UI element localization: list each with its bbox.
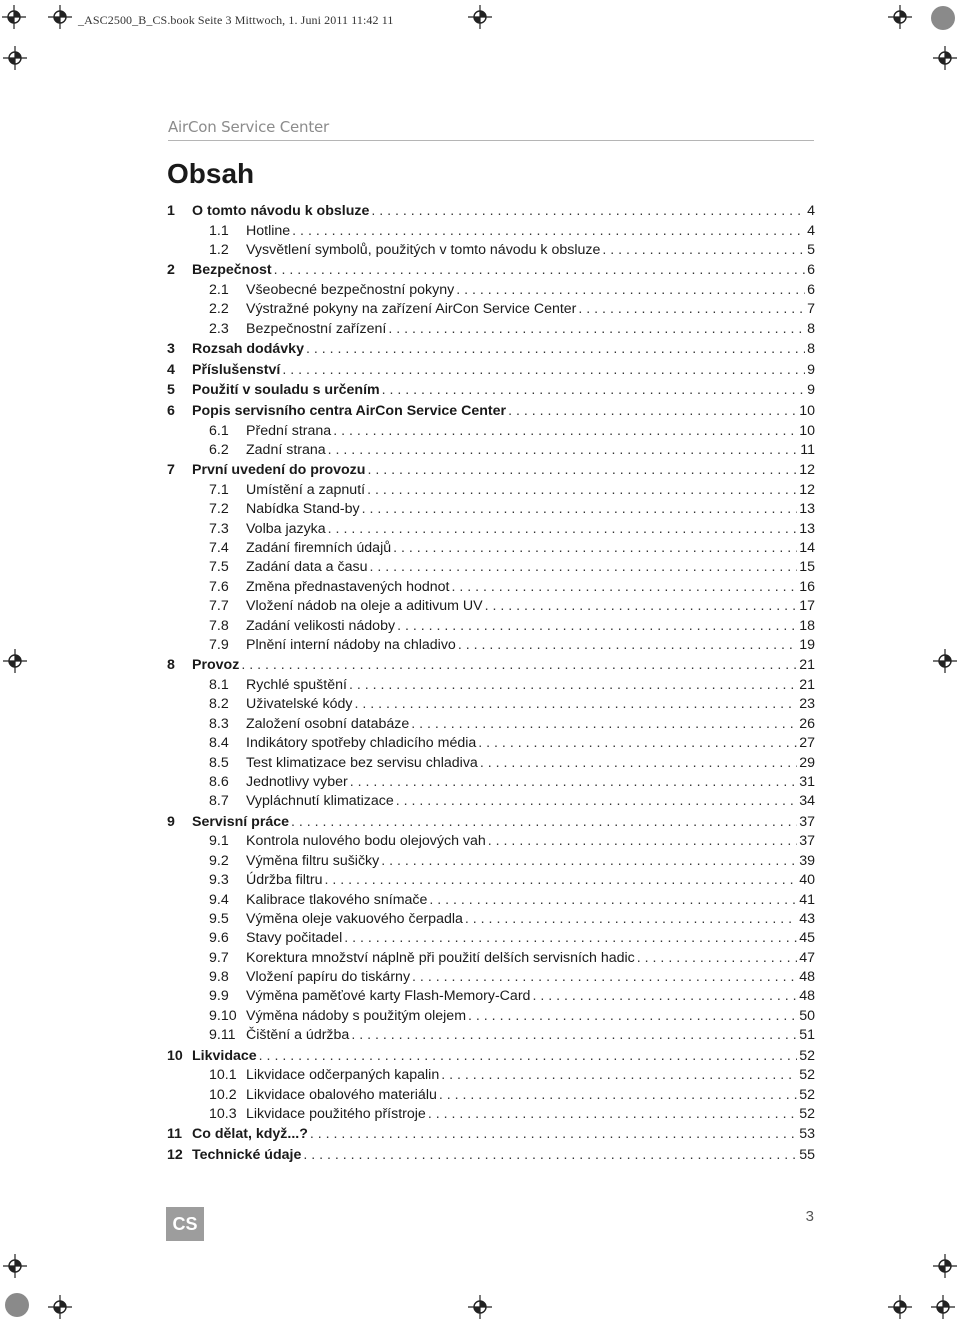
crop-mark-icon bbox=[468, 5, 492, 29]
dot-leader bbox=[306, 339, 805, 360]
toc-entry-number: 9.8 bbox=[209, 969, 229, 986]
toc-entry-number: 8.7 bbox=[209, 793, 229, 810]
crop-mark-icon bbox=[2, 5, 26, 29]
dot-leader bbox=[439, 1086, 797, 1105]
toc-entry-number: 7.1 bbox=[209, 481, 229, 498]
toc-entry-page: 55 bbox=[799, 1146, 815, 1163]
toc-entry-page: 4 bbox=[807, 203, 815, 219]
toc-section-entry[interactable] bbox=[167, 300, 815, 319]
dot-leader bbox=[292, 222, 805, 241]
toc-entry-label: Výměna oleje vakuového čerpadla bbox=[246, 910, 463, 927]
toc-entry-page: 13 bbox=[799, 501, 815, 518]
toc-section-entry[interactable] bbox=[167, 1086, 815, 1105]
toc-entry-number: 2.3 bbox=[209, 320, 229, 337]
toc-entry-number: 7 bbox=[167, 462, 175, 479]
toc-entry-page: 29 bbox=[799, 754, 815, 771]
toc-entry-page: 12 bbox=[799, 481, 815, 498]
toc-entry-label: Zadání firemních údajů bbox=[246, 540, 392, 557]
dot-leader bbox=[282, 360, 805, 381]
toc-entry-label: Likvidace obalového materiálu bbox=[246, 1086, 437, 1103]
toc-entry-page: 10 bbox=[799, 402, 815, 419]
toc-entry-label: Vložení nádob na oleje a aditivum UV bbox=[246, 598, 483, 615]
toc-entry-page: 8 bbox=[807, 320, 815, 337]
brand-header: AirCon Service Center bbox=[168, 118, 330, 136]
toc-section-entry[interactable] bbox=[167, 1007, 815, 1026]
dot-leader bbox=[480, 754, 797, 773]
toc-entry-label: Technické údaje bbox=[192, 1146, 302, 1163]
toc-entry-label: Uživatelské kódy bbox=[246, 696, 353, 713]
toc-section-entry[interactable] bbox=[167, 320, 815, 339]
header-rule bbox=[168, 140, 814, 141]
dot-leader bbox=[508, 401, 797, 422]
toc-chapter-entry[interactable] bbox=[167, 201, 815, 222]
toc-entry-label: Vysvětlení symbolů, použitých v tomto návodu k obsluze bbox=[246, 241, 601, 258]
toc-entry-page: 50 bbox=[799, 1007, 815, 1024]
toc-entry-number: 6.2 bbox=[209, 441, 229, 458]
dot-leader bbox=[367, 460, 797, 481]
dot-leader bbox=[381, 852, 797, 871]
dot-leader bbox=[411, 715, 797, 734]
toc-entry-number: 10.3 bbox=[209, 1106, 237, 1122]
toc-entry-label: Stavy počitadel bbox=[246, 930, 343, 947]
crop-mark-icon bbox=[48, 1295, 72, 1319]
table-of-contents bbox=[167, 201, 815, 1166]
toc-entry-number: 6 bbox=[167, 402, 175, 419]
toc-entry-number: 2.1 bbox=[209, 281, 229, 298]
toc-section-entry[interactable] bbox=[167, 481, 815, 500]
toc-entry-number: 9.5 bbox=[209, 910, 229, 927]
toc-section-entry[interactable] bbox=[167, 676, 815, 695]
toc-entry-label: Přední strana bbox=[246, 422, 332, 439]
dot-leader bbox=[485, 597, 798, 616]
dot-leader bbox=[303, 1145, 797, 1166]
toc-entry-page: 48 bbox=[799, 969, 815, 986]
toc-entry-label: Založení osobní databáze bbox=[246, 715, 410, 732]
toc-entry-label: Bezpečnostní zařízení bbox=[246, 320, 387, 337]
toc-entry-number: 10 bbox=[167, 1047, 183, 1064]
toc-entry-number: 4 bbox=[167, 361, 175, 378]
toc-entry-page: 14 bbox=[799, 540, 815, 557]
toc-entry-label: Výstražné pokyny na zařízení AirCon Service Center bbox=[246, 301, 577, 318]
registration-dot-icon bbox=[931, 6, 955, 30]
toc-entry-label: Rychlé spuštění bbox=[246, 677, 347, 693]
toc-entry-number: 6.1 bbox=[209, 422, 229, 439]
toc-entry-label: Výměna filtru sušičky bbox=[246, 852, 380, 869]
toc-entry-label: Údržba filtru bbox=[246, 872, 323, 889]
toc-entry-number: 1 bbox=[167, 203, 175, 219]
dot-leader bbox=[578, 300, 805, 319]
toc-entry-label: Zadní strana bbox=[246, 441, 326, 458]
toc-chapter-entry[interactable] bbox=[167, 812, 815, 833]
toc-entry-number: 9.11 bbox=[209, 1027, 236, 1044]
crop-mark-icon bbox=[3, 1254, 27, 1278]
toc-chapter-entry[interactable] bbox=[167, 339, 815, 360]
dot-leader bbox=[333, 422, 797, 441]
toc-entry-label: Výměna paměťové karty Flash-Memory-Card bbox=[246, 988, 531, 1005]
toc-entry-page: 16 bbox=[799, 578, 815, 595]
toc-entry-number: 10.2 bbox=[209, 1086, 237, 1103]
toc-entry-page: 15 bbox=[799, 559, 815, 576]
crop-mark-icon bbox=[3, 649, 27, 673]
toc-section-entry[interactable] bbox=[167, 1026, 815, 1045]
toc-entry-label: Likvidace odčerpaných kapalin bbox=[246, 1067, 440, 1084]
dot-leader bbox=[393, 539, 797, 558]
toc-entry-number: 9.9 bbox=[209, 988, 229, 1005]
toc-entry-page: 41 bbox=[799, 891, 815, 908]
page-number: 3 bbox=[805, 1208, 814, 1225]
crop-mark-icon bbox=[3, 46, 27, 70]
toc-chapter-entry[interactable] bbox=[167, 1046, 815, 1067]
toc-entry-page: 53 bbox=[799, 1126, 815, 1143]
toc-entry-label: Co dělat, když...? bbox=[192, 1126, 308, 1143]
crop-mark-icon bbox=[468, 1295, 492, 1319]
toc-entry-page: 17 bbox=[799, 598, 815, 615]
toc-entry-number: 2 bbox=[167, 262, 175, 279]
toc-section-entry[interactable] bbox=[167, 987, 815, 1006]
toc-chapter-entry[interactable] bbox=[167, 460, 815, 481]
toc-section-entry[interactable] bbox=[167, 520, 815, 539]
crop-mark-icon bbox=[48, 5, 72, 29]
print-file-header: _ASC2500_B_CS.book Seite 3 Mittwoch, 1. Juni 2011 11:42 11 bbox=[78, 13, 394, 27]
toc-entry-label: Jednotlivy vyber bbox=[246, 773, 348, 790]
toc-section-entry[interactable] bbox=[167, 1105, 815, 1124]
toc-entry-label: Vložení papíru do tiskárny bbox=[246, 969, 411, 986]
language-badge: CS bbox=[166, 1207, 204, 1241]
toc-entry-page: 10 bbox=[799, 422, 815, 439]
toc-entry-number: 7.7 bbox=[209, 598, 229, 615]
toc-entry-label: Test klimatizace bez servisu chladiva bbox=[246, 754, 478, 771]
dot-leader bbox=[349, 676, 797, 695]
dot-leader bbox=[488, 832, 797, 851]
toc-section-entry[interactable] bbox=[167, 871, 815, 890]
toc-chapter-entry[interactable] bbox=[167, 655, 815, 676]
toc-section-entry[interactable] bbox=[167, 891, 815, 910]
toc-entry-label: První uvedení do provozu bbox=[192, 462, 366, 479]
crop-mark-icon bbox=[931, 1295, 955, 1319]
toc-entry-page: 34 bbox=[799, 793, 815, 810]
dot-leader bbox=[274, 260, 805, 281]
toc-entry-page: 5 bbox=[807, 241, 815, 258]
toc-entry-number: 11 bbox=[167, 1126, 182, 1143]
toc-entry-page: 52 bbox=[799, 1047, 815, 1064]
toc-entry-label: Kalibrace tlakového snímače bbox=[246, 891, 428, 908]
toc-entry-label: Korektura množství náplně při použití delších servisních hadic bbox=[246, 949, 635, 966]
dot-leader bbox=[371, 201, 805, 222]
dot-leader bbox=[291, 812, 797, 833]
toc-chapter-entry[interactable] bbox=[167, 1124, 815, 1145]
toc-chapter-entry[interactable] bbox=[167, 360, 815, 381]
toc-entry-label: Zadání data a času bbox=[246, 559, 368, 576]
toc-entry-label: Příslušenství bbox=[192, 361, 281, 378]
toc-entry-page: 13 bbox=[799, 520, 815, 537]
dot-leader bbox=[324, 871, 797, 890]
toc-entry-label: Volba jazyka bbox=[246, 520, 326, 537]
toc-entry-number: 7.8 bbox=[209, 617, 229, 634]
toc-entry-label: Likvidace bbox=[192, 1047, 257, 1064]
toc-entry-number: 9.1 bbox=[209, 833, 229, 850]
toc-entry-number: 8.2 bbox=[209, 696, 229, 713]
dot-leader bbox=[397, 617, 797, 636]
toc-entry-label: Použití v souladu s určením bbox=[192, 382, 380, 399]
toc-section-entry[interactable] bbox=[167, 968, 815, 987]
toc-entry-label: Bezpečnost bbox=[192, 262, 272, 279]
toc-section-entry[interactable] bbox=[167, 222, 815, 241]
toc-entry-page: 37 bbox=[799, 833, 815, 850]
toc-section-entry[interactable] bbox=[167, 636, 815, 655]
toc-entry-page: 6 bbox=[807, 281, 815, 298]
toc-entry-number: 2.2 bbox=[209, 301, 229, 318]
toc-entry-label: Servisní práce bbox=[192, 813, 290, 830]
dot-leader bbox=[456, 281, 805, 300]
dot-leader bbox=[465, 910, 797, 929]
toc-section-entry[interactable] bbox=[167, 281, 815, 300]
toc-section-entry[interactable] bbox=[167, 832, 815, 851]
toc-section-entry[interactable] bbox=[167, 441, 815, 460]
dot-leader bbox=[310, 1124, 797, 1145]
toc-entry-page: 48 bbox=[799, 988, 815, 1005]
toc-entry-number: 9.6 bbox=[209, 930, 229, 947]
toc-entry-label: Vypláchnutí klimatizace bbox=[246, 793, 394, 810]
toc-entry-number: 9 bbox=[167, 813, 175, 830]
dot-leader bbox=[369, 558, 797, 577]
dot-leader bbox=[344, 929, 797, 948]
dot-leader bbox=[478, 734, 797, 753]
dot-leader bbox=[241, 655, 797, 676]
toc-chapter-entry[interactable] bbox=[167, 260, 815, 281]
toc-entry-label: Plnění interní nádoby na chladivo bbox=[246, 637, 456, 654]
toc-entry-number: 7.6 bbox=[209, 578, 229, 595]
toc-entry-number: 9.4 bbox=[209, 891, 229, 908]
toc-entry-number: 1.1 bbox=[209, 222, 229, 239]
toc-entry-page: 21 bbox=[799, 677, 815, 693]
dot-leader bbox=[468, 1007, 797, 1026]
toc-chapter-entry[interactable] bbox=[167, 380, 815, 401]
dot-leader bbox=[259, 1046, 798, 1067]
dot-leader bbox=[441, 1066, 797, 1085]
toc-entry-number: 7.5 bbox=[209, 559, 229, 576]
toc-section-entry[interactable] bbox=[167, 422, 815, 441]
toc-entry-number: 9.2 bbox=[209, 852, 229, 869]
toc-section-entry[interactable] bbox=[167, 695, 815, 714]
dot-leader bbox=[532, 987, 797, 1006]
toc-entry-number: 12 bbox=[167, 1146, 183, 1163]
toc-entry-number: 7.9 bbox=[209, 637, 229, 654]
crop-mark-icon bbox=[888, 1295, 912, 1319]
toc-entry-page: 27 bbox=[799, 735, 815, 752]
toc-entry-page: 52 bbox=[799, 1106, 815, 1122]
dot-leader bbox=[328, 520, 798, 539]
toc-chapter-entry[interactable] bbox=[167, 1145, 815, 1166]
toc-section-entry[interactable] bbox=[167, 852, 815, 871]
toc-entry-page: 9 bbox=[807, 382, 815, 399]
toc-entry-number: 3 bbox=[167, 341, 175, 358]
toc-entry-label: Popis servisního centra AirCon Service Center bbox=[192, 402, 507, 419]
toc-entry-label: Čištění a údržba bbox=[246, 1027, 350, 1044]
toc-entry-label: Provoz bbox=[192, 657, 240, 674]
toc-entry-number: 8.1 bbox=[209, 677, 229, 693]
toc-section-entry[interactable] bbox=[167, 773, 815, 792]
toc-entry-page: 26 bbox=[799, 715, 815, 732]
toc-section-entry[interactable] bbox=[167, 241, 815, 260]
toc-entry-label: Všeobecné bezpečnostní pokyny bbox=[246, 281, 455, 298]
toc-entry-number: 7.2 bbox=[209, 501, 229, 518]
toc-section-entry[interactable] bbox=[167, 1066, 815, 1085]
toc-entry-page: 4 bbox=[807, 222, 815, 239]
toc-entry-label: Rozsah dodávky bbox=[192, 341, 304, 358]
toc-entry-number: 9.7 bbox=[209, 949, 229, 966]
toc-section-entry[interactable] bbox=[167, 754, 815, 773]
toc-section-entry[interactable] bbox=[167, 597, 815, 616]
toc-entry-label: Likvidace použitého přístroje bbox=[246, 1106, 426, 1122]
toc-entry-page: 39 bbox=[799, 852, 815, 869]
toc-entry-page: 51 bbox=[799, 1027, 815, 1044]
toc-entry-number: 8.5 bbox=[209, 754, 229, 771]
toc-entry-page: 52 bbox=[799, 1086, 815, 1103]
dot-leader bbox=[458, 636, 797, 655]
toc-section-entry[interactable] bbox=[167, 792, 815, 811]
toc-entry-page: 9 bbox=[807, 361, 815, 378]
toc-section-entry[interactable] bbox=[167, 715, 815, 734]
toc-chapter-entry[interactable] bbox=[167, 401, 815, 422]
dot-leader bbox=[602, 241, 805, 260]
toc-entry-page: 7 bbox=[807, 301, 815, 318]
toc-section-entry[interactable] bbox=[167, 617, 815, 636]
dot-leader bbox=[350, 773, 797, 792]
toc-entry-page: 21 bbox=[799, 657, 815, 674]
toc-section-entry[interactable] bbox=[167, 929, 815, 948]
toc-entry-number: 5 bbox=[167, 382, 175, 399]
toc-entry-number: 9.3 bbox=[209, 872, 229, 889]
toc-entry-number: 8.4 bbox=[209, 735, 229, 752]
crop-mark-icon bbox=[888, 5, 912, 29]
toc-section-entry[interactable] bbox=[167, 910, 815, 929]
dot-leader bbox=[354, 695, 797, 714]
toc-entry-number: 10.1 bbox=[209, 1067, 237, 1084]
toc-entry-page: 18 bbox=[799, 617, 815, 634]
toc-entry-page: 31 bbox=[799, 773, 815, 790]
toc-entry-label: Hotline bbox=[246, 222, 291, 239]
toc-entry-label: Výměna nádoby s použitým olejem bbox=[246, 1007, 467, 1024]
toc-entry-number: 8.6 bbox=[209, 773, 229, 790]
toc-entry-page: 12 bbox=[799, 462, 815, 479]
toc-entry-page: 47 bbox=[799, 949, 815, 966]
dot-leader bbox=[452, 578, 798, 597]
toc-entry-number: 8 bbox=[167, 657, 175, 674]
toc-section-entry[interactable] bbox=[167, 558, 815, 577]
toc-entry-page: 40 bbox=[799, 872, 815, 889]
dot-leader bbox=[351, 1026, 797, 1045]
toc-entry-number: 1.2 bbox=[209, 241, 229, 258]
dot-leader bbox=[382, 380, 805, 401]
toc-entry-label: Zadání velikosti nádoby bbox=[246, 617, 396, 634]
toc-entry-label: Nabídka Stand-by bbox=[246, 501, 360, 518]
toc-section-entry[interactable] bbox=[167, 500, 815, 519]
crop-mark-icon bbox=[933, 649, 957, 673]
toc-entry-label: Indikátory spotřeby chladicího média bbox=[246, 735, 477, 752]
dot-leader bbox=[396, 792, 797, 811]
toc-entry-page: 19 bbox=[799, 637, 815, 654]
dot-leader bbox=[412, 968, 797, 987]
toc-entry-page: 45 bbox=[799, 930, 815, 947]
toc-entry-label: Změna přednastavených hodnot bbox=[246, 578, 450, 595]
toc-section-entry[interactable] bbox=[167, 539, 815, 558]
dot-leader bbox=[429, 891, 797, 910]
page-title: Obsah bbox=[167, 158, 255, 189]
dot-leader bbox=[388, 320, 805, 339]
toc-entry-page: 23 bbox=[799, 696, 815, 713]
toc-section-entry[interactable] bbox=[167, 949, 815, 968]
registration-dot-icon bbox=[5, 1293, 29, 1317]
dot-leader bbox=[328, 441, 799, 460]
toc-section-entry[interactable] bbox=[167, 734, 815, 753]
toc-entry-label: O tomto návodu k obsluze bbox=[192, 203, 370, 219]
dot-leader bbox=[367, 481, 797, 500]
toc-entry-number: 7.4 bbox=[209, 540, 229, 557]
toc-section-entry[interactable] bbox=[167, 578, 815, 597]
toc-entry-label: Kontrola nulového bodu olejových vah bbox=[246, 833, 486, 850]
crop-mark-icon bbox=[933, 46, 957, 70]
toc-entry-number: 8.3 bbox=[209, 715, 229, 732]
toc-entry-page: 37 bbox=[799, 813, 815, 830]
toc-entry-page: 8 bbox=[807, 341, 815, 358]
toc-entry-page: 11 bbox=[800, 441, 815, 458]
dot-leader bbox=[637, 949, 797, 968]
dot-leader bbox=[362, 500, 798, 519]
toc-entry-page: 6 bbox=[807, 262, 815, 279]
toc-entry-page: 43 bbox=[799, 910, 815, 927]
dot-leader bbox=[428, 1105, 797, 1124]
crop-mark-icon bbox=[933, 1254, 957, 1278]
toc-entry-page: 52 bbox=[799, 1067, 815, 1084]
toc-entry-number: 9.10 bbox=[209, 1007, 237, 1024]
toc-entry-label: Umístění a zapnutí bbox=[246, 481, 366, 498]
toc-entry-number: 7.3 bbox=[209, 520, 229, 537]
